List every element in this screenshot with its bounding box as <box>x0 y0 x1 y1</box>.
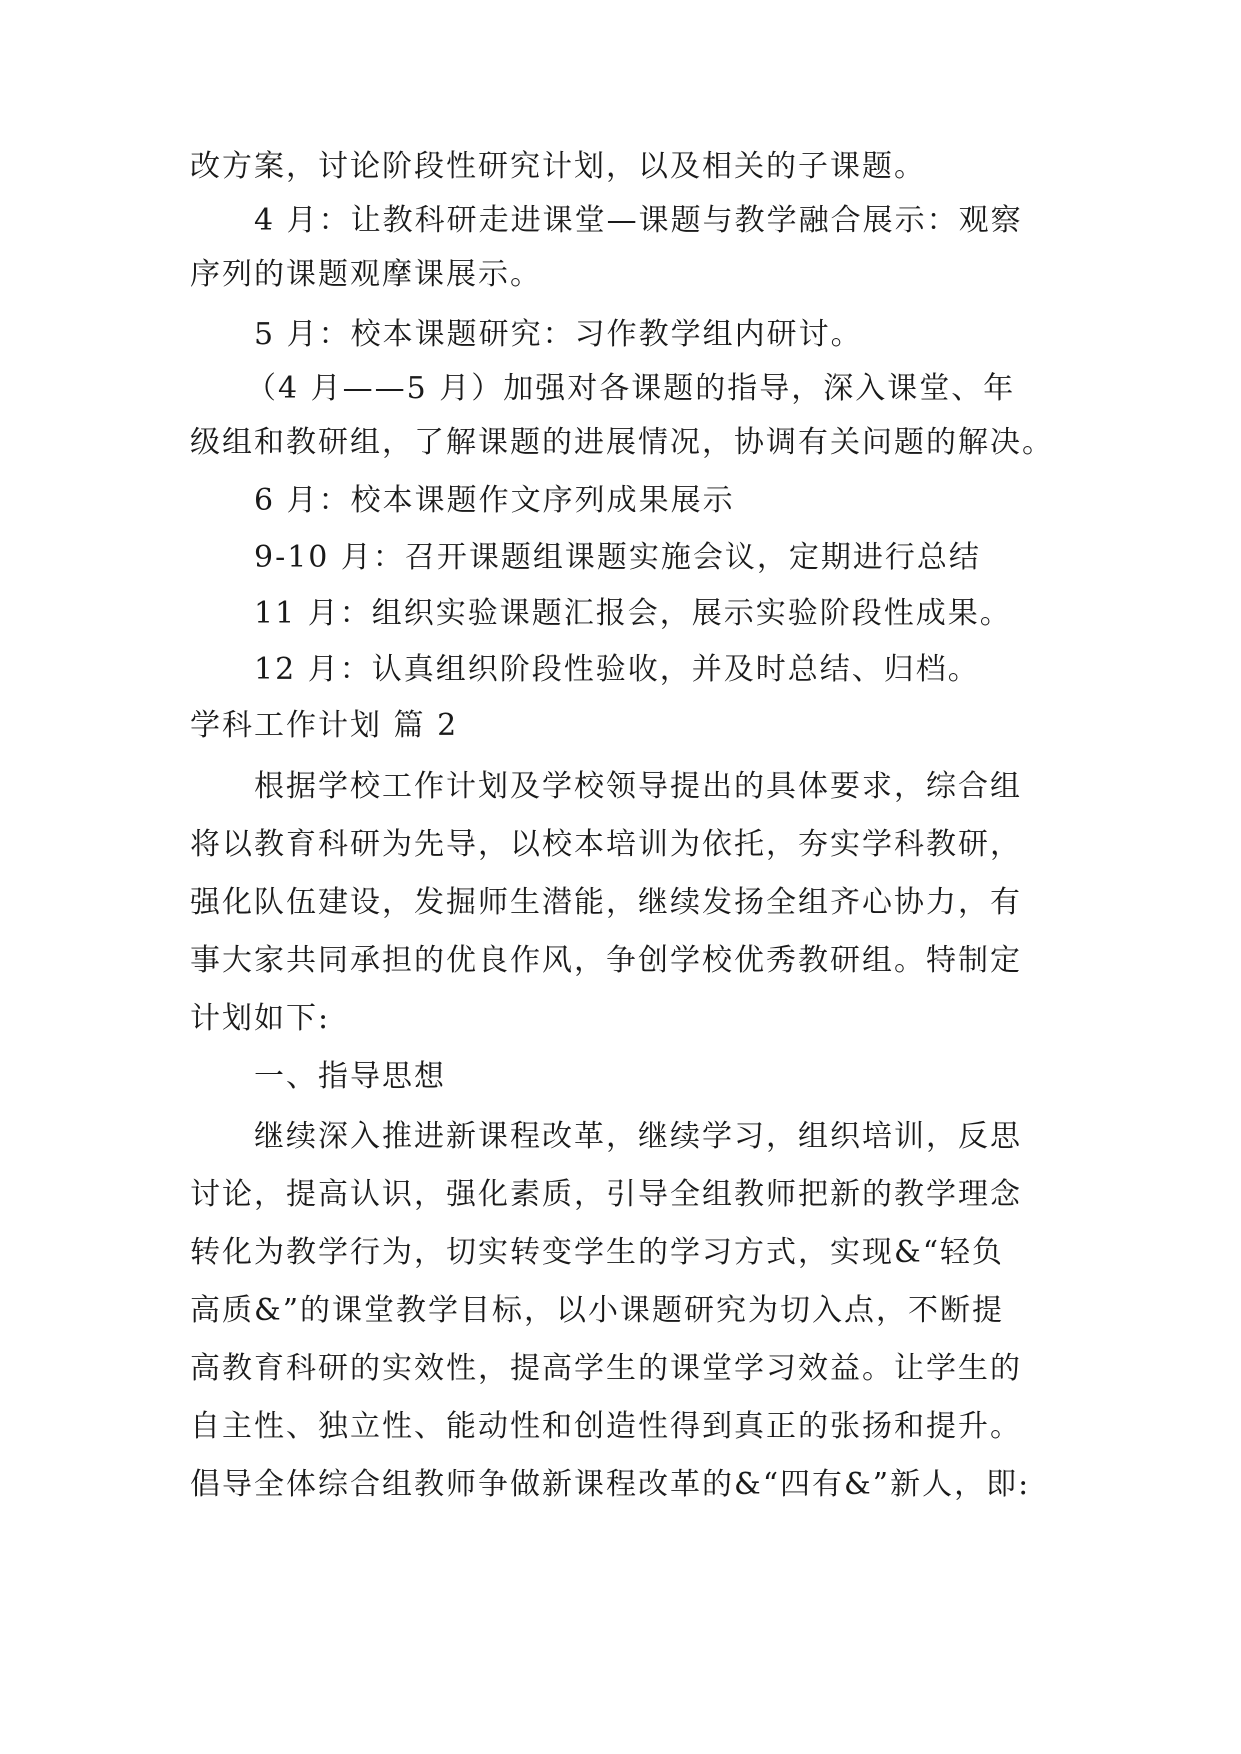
text-line: 12 月：认真组织阶段性验收，并及时总结、归档。 <box>254 652 980 687</box>
text-line: 自主性、独立性、能动性和创造性得到真正的张扬和提升。 <box>190 1409 1022 1444</box>
text-line: 将以教育科研为先导，以校本培训为依托，夯实学科教研， <box>190 827 1022 862</box>
text-line: 根据学校工作计划及学校领导提出的具体要求，综合组 <box>254 769 1022 804</box>
text-line: 5 月：校本课题研究：习作教学组内研讨。 <box>254 317 863 352</box>
text-line: 倡导全体综合组教师争做新课程改革的&“四有&”新人，即: <box>190 1467 1031 1502</box>
text-line: 讨论，提高认识，强化素质，引导全组教师把新的教学理念 <box>190 1177 1022 1212</box>
text-line: （4 月——5 月）加强对各课题的指导，深入课堂、年 <box>246 371 1016 406</box>
text-line: 6 月：校本课题作文序列成果展示 <box>254 483 735 518</box>
text-line: 改方案，讨论阶段性研究计划，以及相关的子课题。 <box>190 149 926 184</box>
text-line: 4 月：让教科研走进课堂—课题与教学融合展示：观察 <box>254 203 1023 238</box>
text-line: 计划如下: <box>190 1001 331 1036</box>
text-line: 强化队伍建设，发掘师生潜能，继续发扬全组齐心协力，有 <box>190 885 1022 920</box>
sub-heading: 一、指导思想 <box>254 1059 446 1094</box>
text-line: 高质&”的课堂教学目标，以小课题研究为切入点，不断提 <box>190 1293 1005 1328</box>
text-line: 继续深入推进新课程改革，继续学习，组织培训，反思 <box>254 1119 1022 1154</box>
text-line: 高教育科研的实效性，提高学生的课堂学习效益。让学生的 <box>190 1351 1022 1386</box>
text-line: 转化为教学行为，切实转变学生的学习方式，实现&“轻负 <box>190 1235 1005 1270</box>
text-line: 事大家共同承担的优良作风，争创学校优秀教研组。特制定 <box>190 943 1022 978</box>
text-line: 11 月：组织实验课题汇报会，展示实验阶段性成果。 <box>254 596 1012 631</box>
section-heading: 学科工作计划 篇 2 <box>190 708 459 743</box>
text-line: 9-10 月：召开课题组课题实施会议，定期进行总结 <box>254 540 981 575</box>
text-line: 序列的课题观摩课展示。 <box>190 257 542 292</box>
text-line: 级组和教研组，了解课题的进展情况，协调有关问题的解决。 <box>190 425 1054 460</box>
